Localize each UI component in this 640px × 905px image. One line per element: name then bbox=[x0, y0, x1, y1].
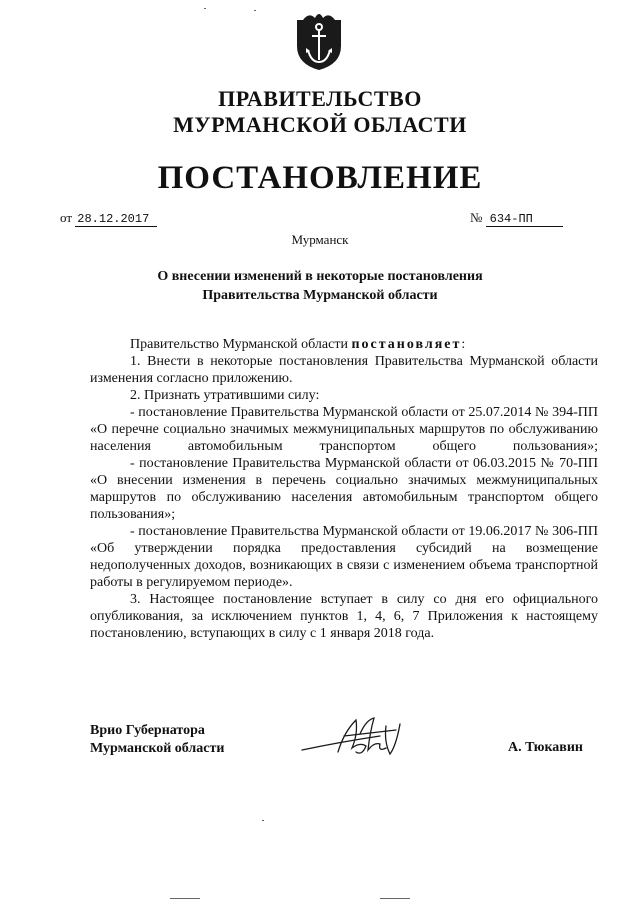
paragraph-5: - постановление Правительства Мурманской области от 19.06.2017 № 306-ПП «Об утверждении порядка предоставления субсидий на возмещение недополученных доходов, возникающих в связи с изменением объема транспортной работы в регулируемом периоде». bbox=[90, 524, 598, 590]
city: Мурманск bbox=[291, 232, 349, 247]
scan-speck bbox=[170, 898, 200, 899]
subject-line-2: Правительства Мурманской области bbox=[202, 288, 438, 303]
date-value: 28.12.2017 bbox=[75, 212, 157, 227]
paragraph-4: - постановление Правительства Мурманской области от 06.03.2015 № 70-ПП «О внесении изменения в перечень социально значимых межмуниципальных маршрутов по обслуживанию населения автомобильным транспортом общего пользования»; bbox=[90, 456, 598, 522]
paragraph-6: 3. Настоящее постановление вступает в силу со дня его официального опубликования, за исключением пунктов 1, 4, 6, 7 Приложения к настоящему постановлению, вступающих в силу с 1 января 2018 года. bbox=[90, 592, 598, 641]
paragraph-3: - постановление Правительства Мурманской области от 25.07.2014 № 394-ПП «О перечне социально значимых межмуниципальных маршрутов по обслуживанию населения автомобильным транспортом общего пользования»; bbox=[90, 405, 598, 454]
subject-line-1: О внесении изменений в некоторые постановления bbox=[157, 269, 483, 284]
org-line-2: МУРМАНСКОЙ ОБЛАСТИ bbox=[173, 112, 467, 137]
scan-speck bbox=[380, 898, 410, 899]
signatory-title-line-1: Врио Губернатора bbox=[90, 723, 205, 738]
signature-icon bbox=[300, 712, 430, 762]
org-line-1: ПРАВИТЕЛЬСТВО bbox=[218, 86, 422, 111]
number-value: 634-ПП bbox=[486, 212, 563, 227]
intro-paragraph bbox=[90, 336, 598, 353]
signatory-name: А. Тюкавин bbox=[508, 740, 583, 755]
coat-of-arms-icon bbox=[293, 12, 345, 72]
number-prefix: № bbox=[470, 210, 483, 225]
intro-text: Правительство Мурманской области bbox=[130, 337, 352, 352]
date-prefix: от bbox=[60, 210, 73, 225]
scan-speck bbox=[204, 8, 206, 9]
subject-heading bbox=[0, 267, 640, 305]
paragraph-2: 2. Признать утратившими силу: bbox=[130, 388, 320, 403]
date-field bbox=[60, 210, 157, 226]
intro-decree-word: постановляет bbox=[351, 337, 462, 352]
intro-colon: : bbox=[461, 337, 466, 352]
paragraph-1: 1. Внести в некоторые постановления Правительства Мурманской области изменения согласно приложению. bbox=[90, 354, 598, 386]
document-type: ПОСТАНОВЛЕНИЕ bbox=[157, 160, 483, 196]
number-field bbox=[470, 210, 563, 226]
government-title bbox=[0, 86, 640, 138]
signatory-title-line-2: Мурманской области bbox=[90, 741, 225, 756]
scan-speck bbox=[254, 10, 256, 11]
scan-speck bbox=[262, 820, 264, 821]
document-body bbox=[90, 336, 598, 642]
signatory-title bbox=[90, 722, 224, 758]
